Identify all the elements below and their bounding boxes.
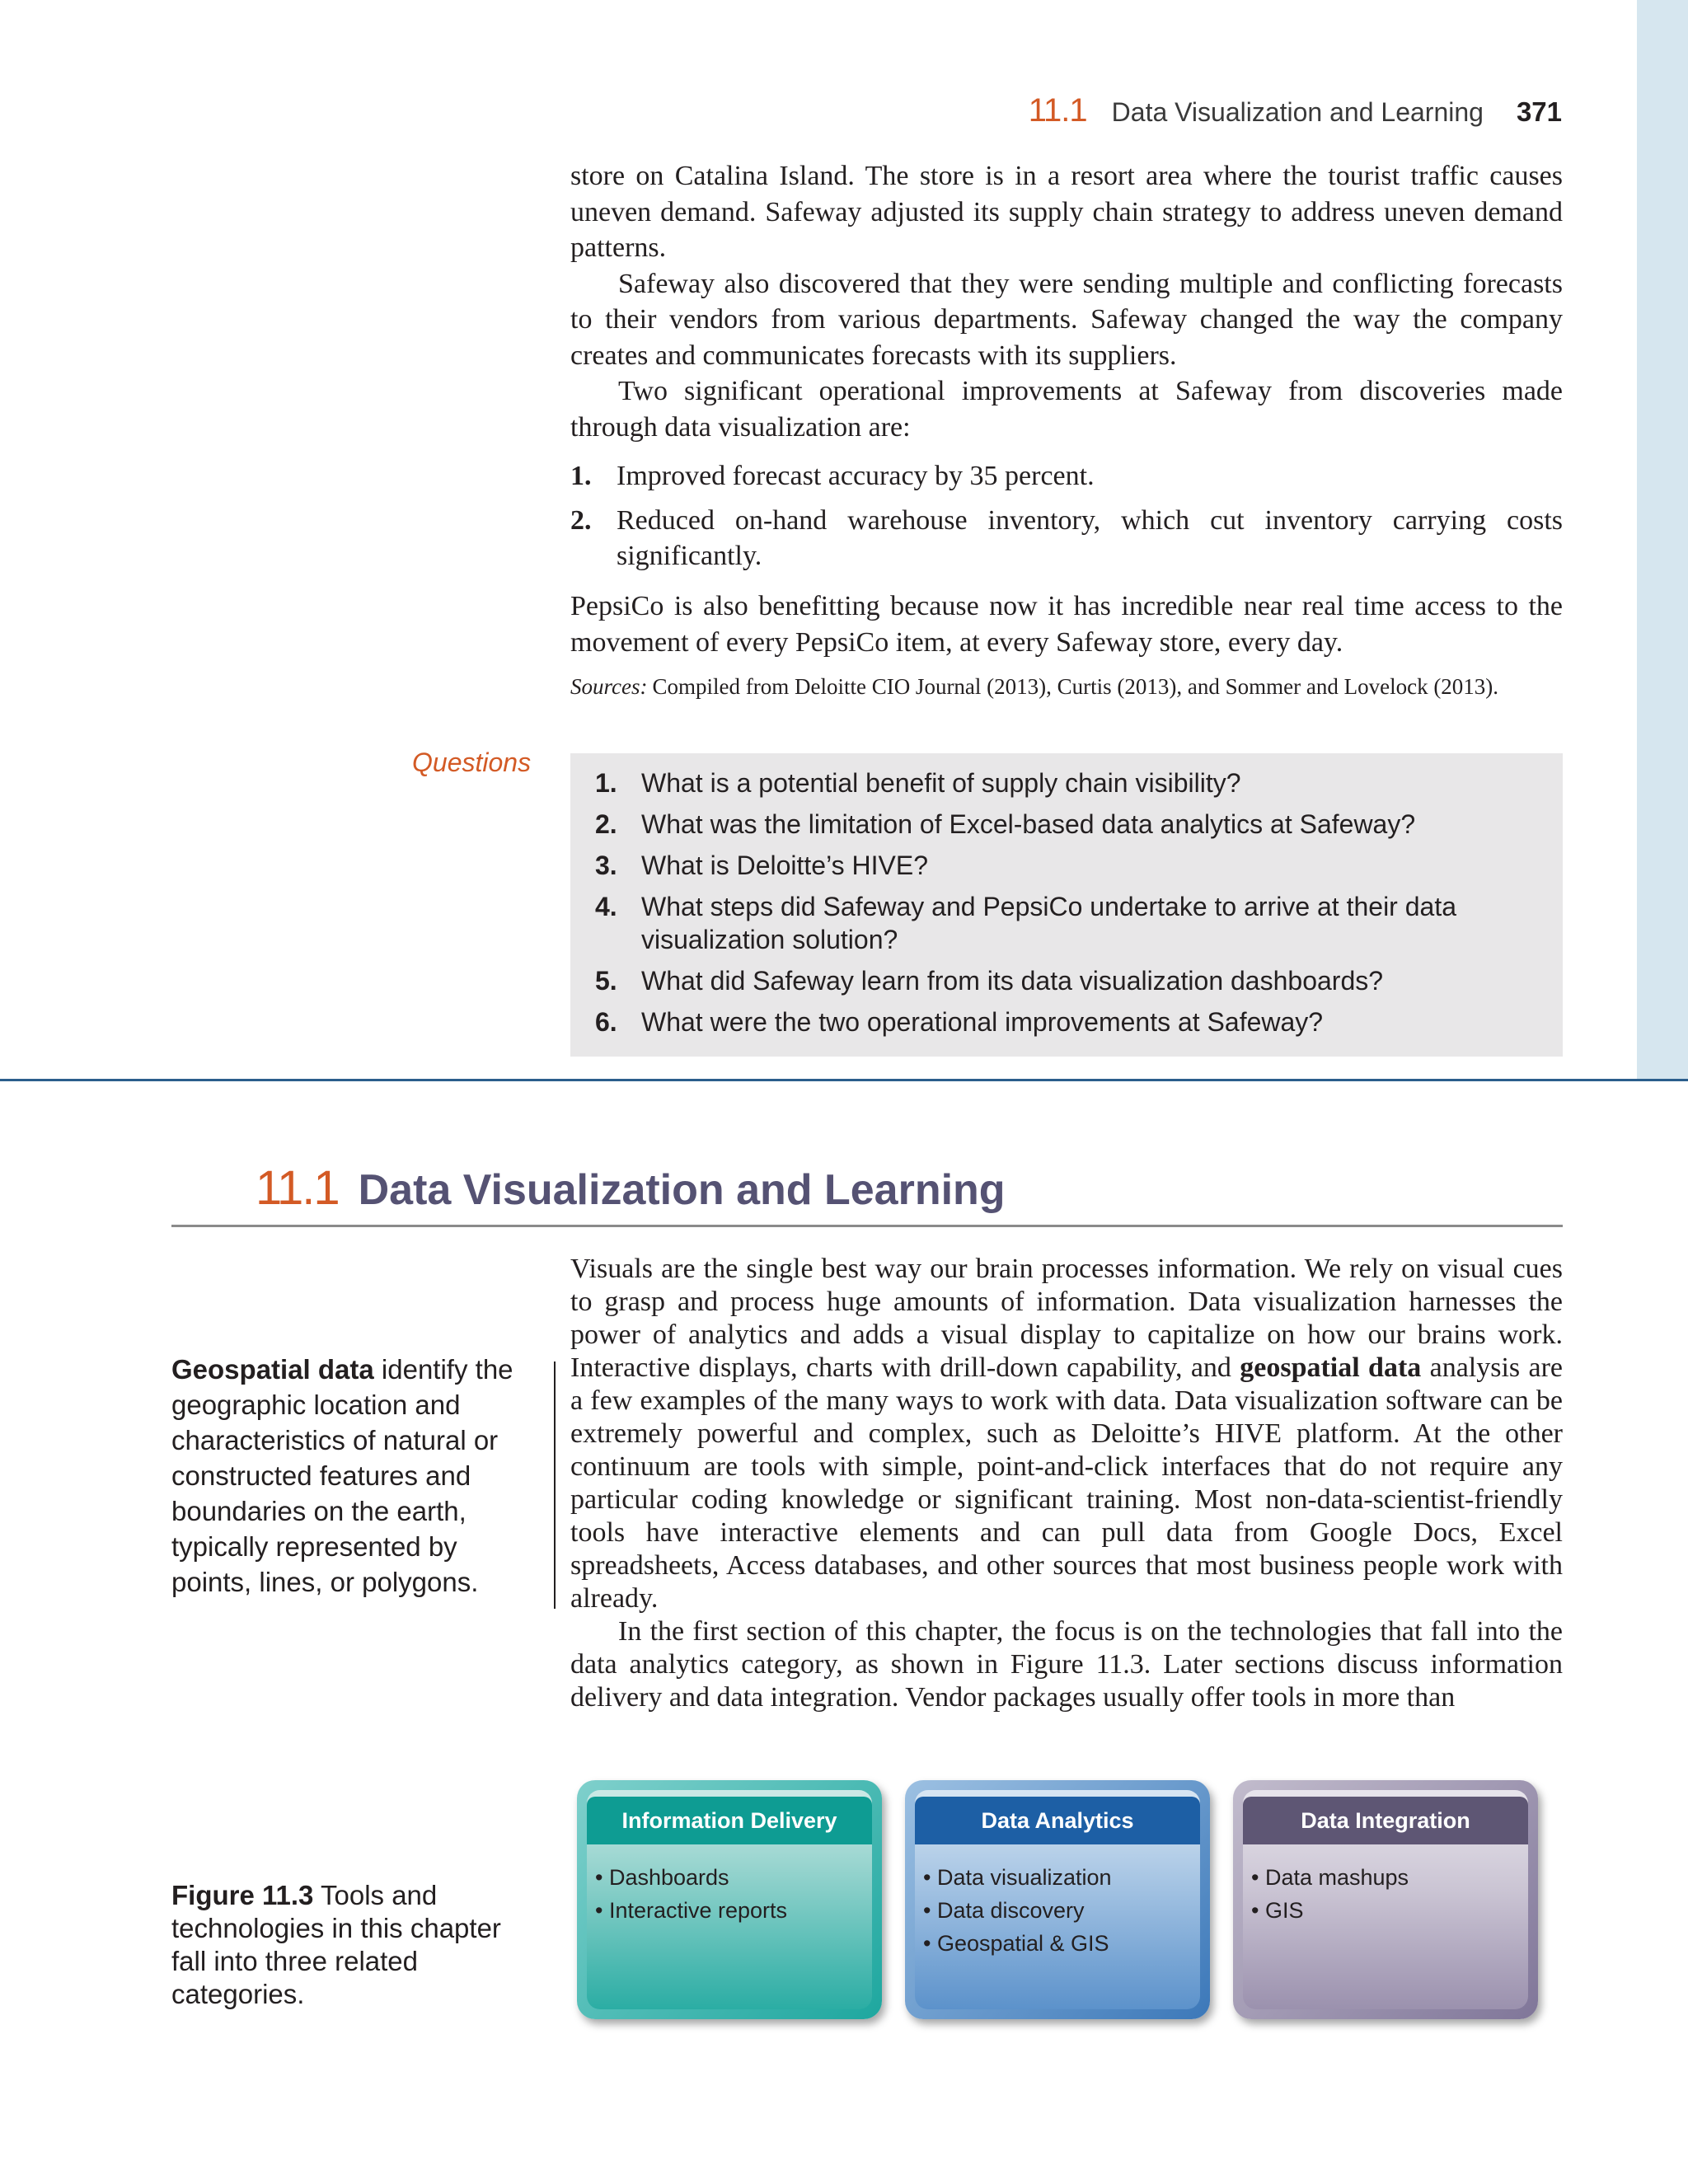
card-items [1251, 1861, 1409, 1927]
sources-line [570, 672, 1563, 701]
improvements-list [570, 458, 1563, 574]
question-item [595, 849, 1551, 882]
question-number: 6. [595, 1007, 617, 1037]
question-item [595, 808, 1551, 841]
case-paragraph-4: PepsiCo is also benefitting because now it has incredible near real time access to the movement of every PepsiCo item, at every Safeway store, every day. [570, 591, 1563, 658]
card-item: • Data visualization [923, 1865, 1112, 1890]
question-text: What is a potential benefit of supply chain visibility? [641, 768, 1241, 798]
question-item [595, 766, 1551, 799]
question-text: What steps did Safeway and PepsiCo undertake to arrive at their data visualization solution? [641, 892, 1456, 954]
card-item: • Dashboards [595, 1865, 729, 1890]
category-card-information-delivery [577, 1780, 882, 2019]
section-paragraph-1-after: analysis are a few examples of the many ways to work with data. Data visualization software can be extremely powerful and complex, such as Deloitte’s HIVE platform. At the other continuum are tools with simple, point-and-click interfaces that do not require any particular coding knowledge or significant training. Most non-data-scientist-friendly tools have interactive elements and can pull data from Google Docs, Excel spreadsheets, Access databases, and other sources that most business people work with already. [570, 1352, 1563, 1614]
question-number: 5. [595, 966, 617, 996]
card-item: • Interactive reports [595, 1898, 788, 1923]
section-title: Data Visualization and Learning [358, 1166, 1006, 1214]
list-item [570, 503, 1563, 574]
case-paragraph-3: Two significant operational improvements at Safeway from discoveries made through data visualization are: [570, 376, 1563, 443]
list-item-number: 2. [570, 504, 592, 536]
list-item-text: Improved forecast accuracy by 35 percent. [617, 461, 1095, 491]
case-body [570, 158, 1563, 445]
sources-label: Sources: [570, 674, 648, 699]
section-paragraph-1 [570, 1253, 1563, 1615]
card-body [915, 1790, 1200, 2009]
card-items [595, 1861, 787, 1927]
running-header-section-number: 11.1 [1028, 92, 1087, 129]
card-body [1243, 1790, 1528, 2009]
card-item: • GIS [1251, 1898, 1304, 1923]
page-number: 371 [1516, 96, 1562, 127]
list-item-number: 1. [570, 461, 592, 491]
question-number: 1. [595, 768, 617, 798]
card-title: Data Analytics [915, 1797, 1200, 1844]
question-item [595, 964, 1551, 997]
card-item: • Data discovery [923, 1898, 1085, 1923]
section-number: 11.1 [256, 1161, 339, 1215]
page-edge-strip [1637, 0, 1688, 1080]
list-item [570, 458, 1563, 494]
figure-caption-text: Tools and technologies in this chapter fall into three related categories. [171, 1880, 501, 2009]
question-text: What did Safeway learn from its data visualization dashboards? [641, 966, 1384, 996]
sources-text: Compiled from Deloitte CIO Journal (2013), Curtis (2013), and Sommer and Lovelock (2013). [652, 674, 1499, 699]
card-items [923, 1861, 1112, 1960]
question-item [595, 1005, 1551, 1038]
section-heading [256, 1160, 1006, 1216]
category-card-data-integration [1233, 1780, 1538, 2019]
definition-term: Geospatial data [171, 1354, 374, 1385]
question-item [595, 890, 1551, 956]
question-text: What was the limitation of Excel-based data analytics at Safeway? [641, 809, 1416, 839]
card-item: • Geospatial & GIS [923, 1931, 1109, 1956]
questions-list [595, 766, 1551, 1047]
question-number: 3. [595, 851, 617, 880]
key-term-geospatial-data: geospatial data [1240, 1352, 1422, 1383]
running-header [1029, 92, 1562, 135]
question-text: What is Deloitte’s HIVE? [641, 851, 928, 880]
card-item: • Data mashups [1251, 1865, 1409, 1890]
running-header-title: Data Visualization and Learning [1111, 97, 1484, 127]
figure-caption [171, 1879, 526, 2011]
margin-definition-bar [554, 1361, 556, 1609]
card-title: Information Delivery [587, 1797, 872, 1844]
question-number: 4. [595, 892, 617, 921]
questions-label: Questions [412, 748, 532, 777]
section-paragraph-2: In the first section of this chapter, the focus is on the technologies that fall into the data analytics category, as shown in Figure 11.3. Later sections discuss information delivery and data integration. Vendor packages usually offer tools in more than [570, 1616, 1563, 1713]
case-closing [570, 588, 1563, 660]
section-body [570, 1253, 1563, 1714]
case-paragraph-1: store on Catalina Island. The store is in a resort area where the tourist traffic causes uneven demand. Safeway adjusted its supply chain strategy to address uneven demand patterns. [570, 161, 1563, 263]
definition-text: identify the geographic location and characteristics of natural or constructed features and boundaries on the earth, typically represented by points, lines, or polygons. [171, 1354, 513, 1597]
card-body [587, 1790, 872, 2009]
section-paragraph-1-before: Visuals are the single best way our brain processes information. We rely on visual cues to grasp and process huge amounts of information. Data visualization harnesses the power of analytics and adds a visual display to capitalize on how our brains work. Interactive displays, charts with drill-down capability, and [570, 1254, 1563, 1383]
section-divider [0, 1079, 1688, 1081]
case-paragraph-2: Safeway also discovered that they were sending multiple and conflicting forecasts to their vendors from various departments. Safeway changed the way the company creates and communicates forecasts with its suppliers. [570, 268, 1563, 371]
section-heading-rule [171, 1225, 1563, 1227]
figure-label: Figure 11.3 [171, 1880, 314, 1910]
category-card-data-analytics [905, 1780, 1210, 2019]
margin-definition [171, 1352, 542, 1600]
card-title: Data Integration [1243, 1797, 1528, 1844]
question-text: What were the two operational improvements at Safeway? [641, 1007, 1324, 1037]
list-item-text: Reduced on-hand warehouse inventory, which cut inventory carrying costs significantly. [617, 504, 1563, 571]
question-number: 2. [595, 809, 617, 839]
